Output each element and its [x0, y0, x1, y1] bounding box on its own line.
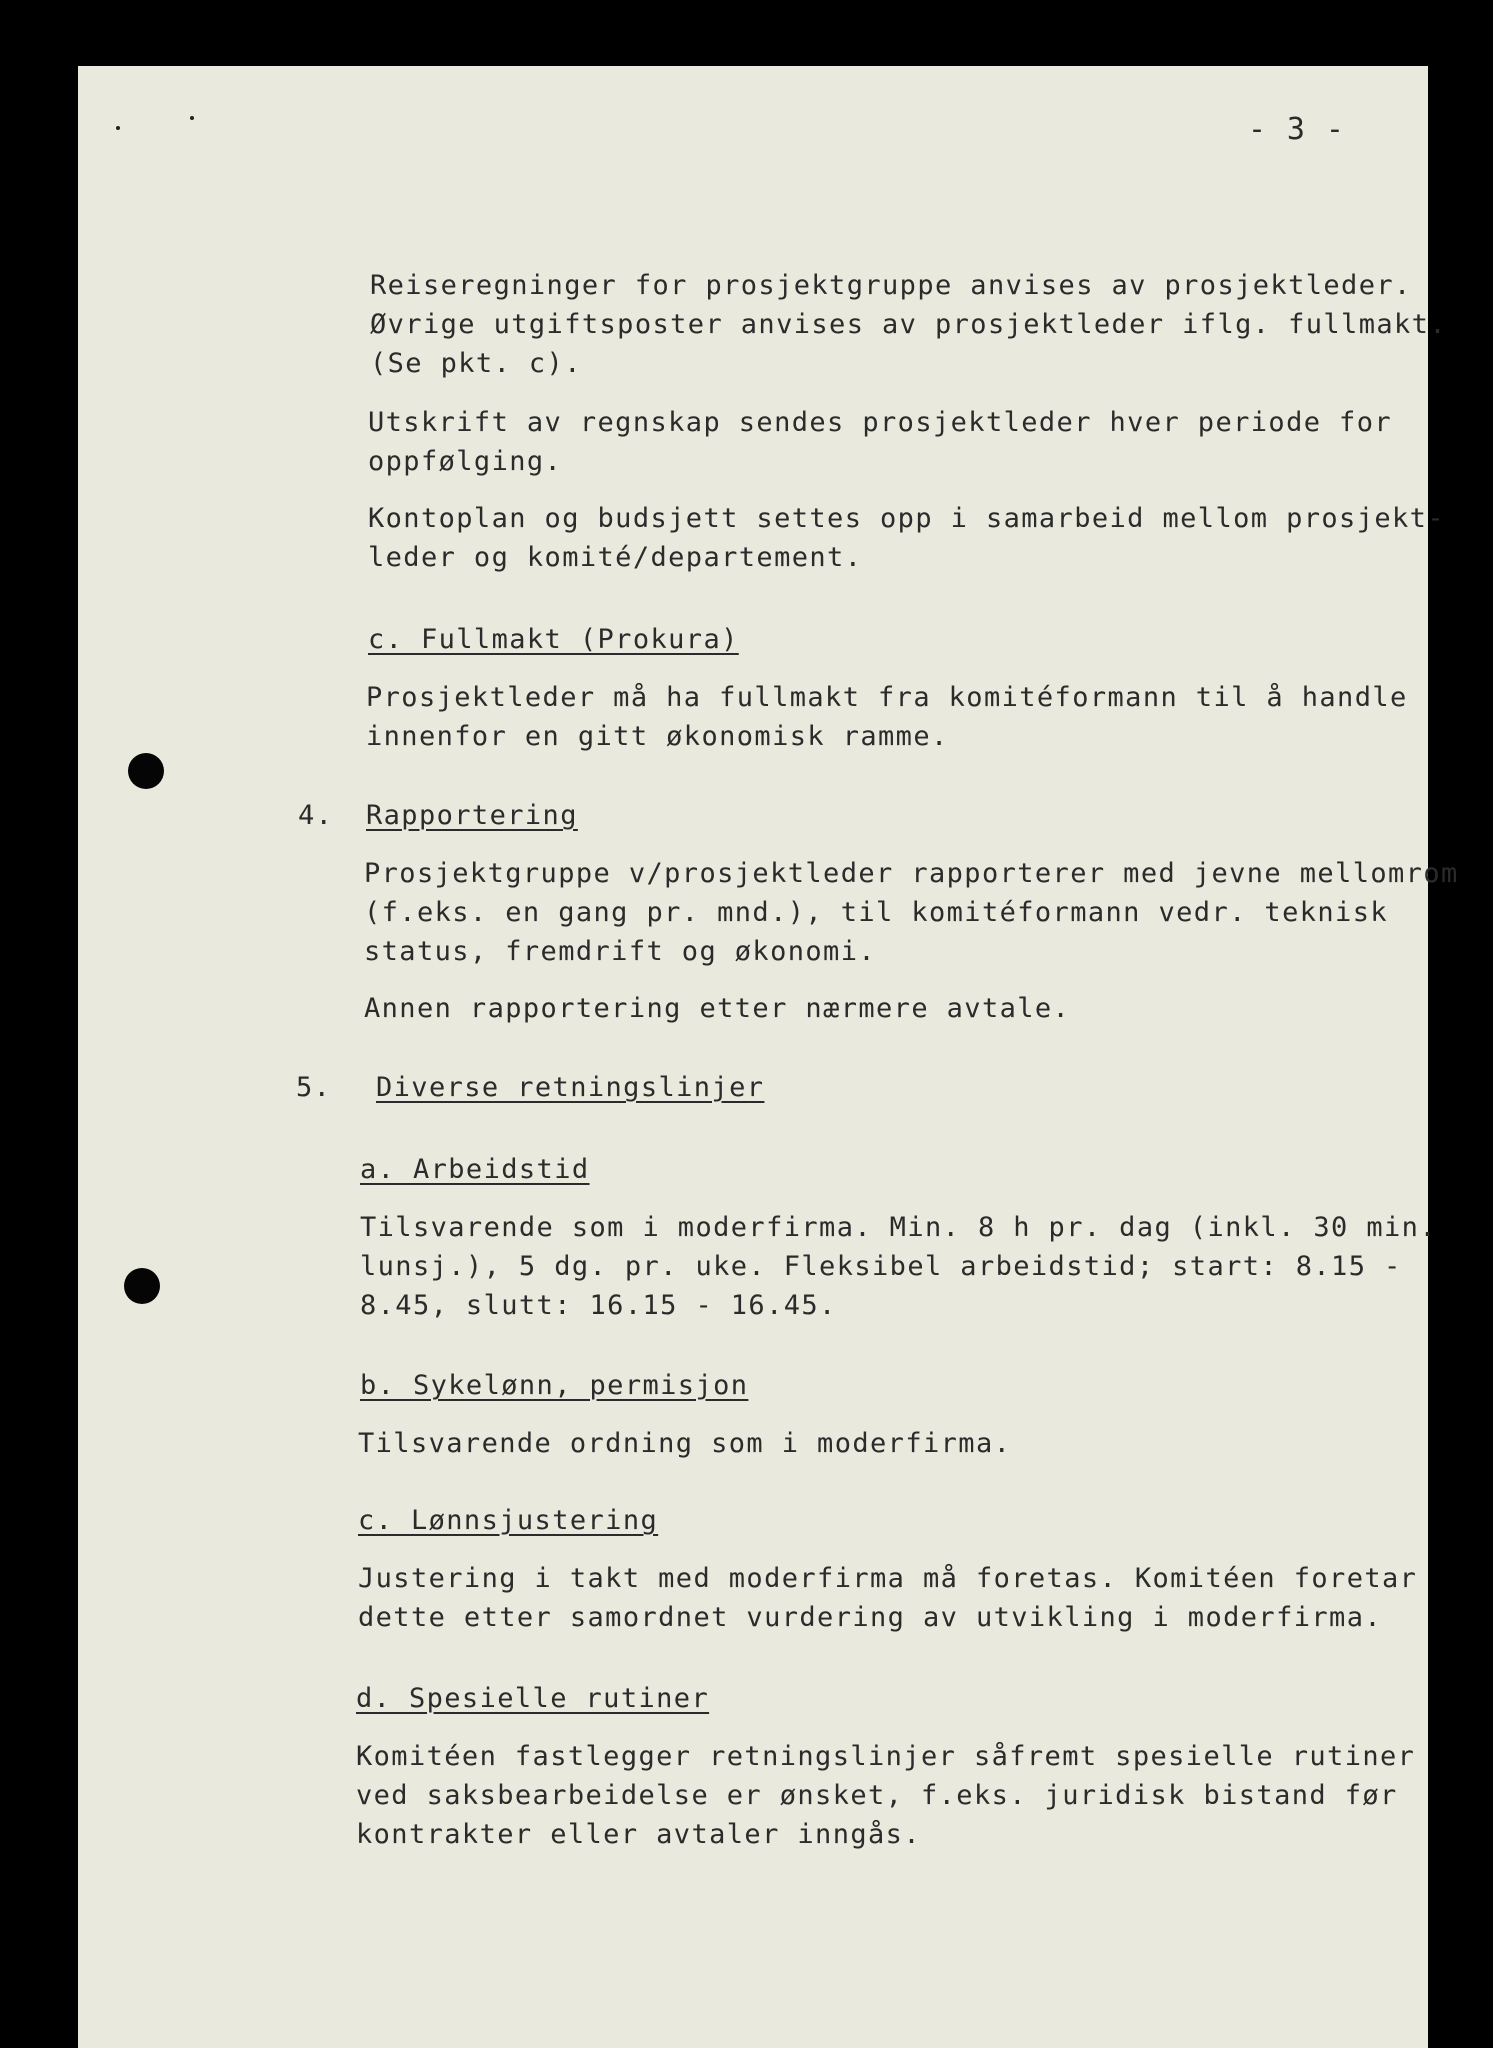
paragraph-special-routines: [356, 1741, 1415, 1858]
subsection-heading-arbeidstid: a. Arbeidstid: [360, 1154, 590, 1185]
text-line: lunsj.), 5 dg. pr. uke. Fleksibel arbeidstid; start: 8.15 -: [360, 1251, 1402, 1282]
subsection-heading-sykelonn: b. Sykelønn, permisjon: [360, 1370, 749, 1401]
text-line: Utskrift av regnskap sendes prosjektleder hver periode for: [368, 407, 1393, 438]
paragraph-chart-of-accounts: [368, 503, 1445, 581]
text-line: 8.45, slutt: 16.15 - 16.45.: [360, 1290, 837, 1321]
text-line: Justering i takt med moderfirma må foretas. Komitéen foretar: [358, 1563, 1418, 1594]
punch-hole: [128, 753, 164, 789]
section-number-5: 5.: [296, 1072, 332, 1103]
paragraph-working-hours: [360, 1212, 1437, 1329]
text-line: dette etter samordnet vurdering av utvikling i moderfirma.: [358, 1602, 1383, 1633]
paragraph-salary-adjustment: [358, 1563, 1417, 1641]
text-line: oppfølging.: [368, 446, 563, 477]
text-line: Tilsvarende ordning som i moderfirma.: [358, 1428, 1012, 1459]
subsection-heading-lonnsjustering: c. Lønnsjustering: [358, 1505, 659, 1536]
text-line: (Se pkt. c).: [370, 348, 582, 379]
paragraph-reporting: [364, 858, 1459, 975]
paragraph-sick-pay: [358, 1428, 1011, 1467]
text-line: Prosjektgruppe v/prosjektleder rapporterer med jevne mellomrom: [364, 858, 1459, 889]
text-line: Reiseregninger for prosjektgruppe anvises av prosjektleder.: [370, 270, 1412, 301]
text-line: ved saksbearbeidelse er ønsket, f.eks. juridisk bistand før: [356, 1780, 1398, 1811]
text-line: Tilsvarende som i moderfirma. Min. 8 h pr. dag (inkl. 30 min.: [360, 1212, 1437, 1243]
section-number-4: 4.: [298, 800, 334, 831]
text-line: Annen rapportering etter nærmere avtale.: [364, 993, 1071, 1024]
text-line: Øvrige utgiftsposter anvises av prosjektleder iflg. fullmakt.: [370, 309, 1447, 340]
text-line: Kontoplan og budsjett settes opp i samarbeid mellom prosjekt-: [368, 503, 1445, 534]
subsection-heading-fullmakt: c. Fullmakt (Prokura): [368, 624, 739, 655]
text-line: Prosjektleder må ha fullmakt fra komitéformann til å handle: [366, 682, 1408, 713]
text-line: (f.eks. en gang pr. mnd.), til komitéformann vedr. teknisk: [364, 897, 1389, 928]
paragraph-other-reporting: [364, 993, 1070, 1032]
paragraph-fullmakt: [366, 682, 1408, 760]
paragraph-travel-expenses: [370, 270, 1447, 387]
text-line: kontrakter eller avtaler inngås.: [356, 1819, 921, 1850]
text-line: Komitéen fastlegger retningslinjer såfremt spesielle rutiner: [356, 1741, 1416, 1772]
text-line: status, fremdrift og økonomi.: [364, 936, 877, 967]
text-line: leder og komité/departement.: [368, 542, 863, 573]
speck-mark: [116, 126, 120, 130]
text-line: innenfor en gitt økonomisk ramme.: [366, 721, 949, 752]
subsection-heading-rutiner: d. Spesielle rutiner: [356, 1683, 710, 1714]
page-number: - 3 -: [1248, 112, 1346, 147]
section-heading-diverse: Diverse retningslinjer: [376, 1072, 765, 1103]
speck-mark: [190, 116, 194, 120]
punch-hole: [124, 1268, 160, 1304]
section-heading-rapportering: Rapportering: [366, 800, 578, 831]
paragraph-accounting-printout: [368, 407, 1392, 485]
